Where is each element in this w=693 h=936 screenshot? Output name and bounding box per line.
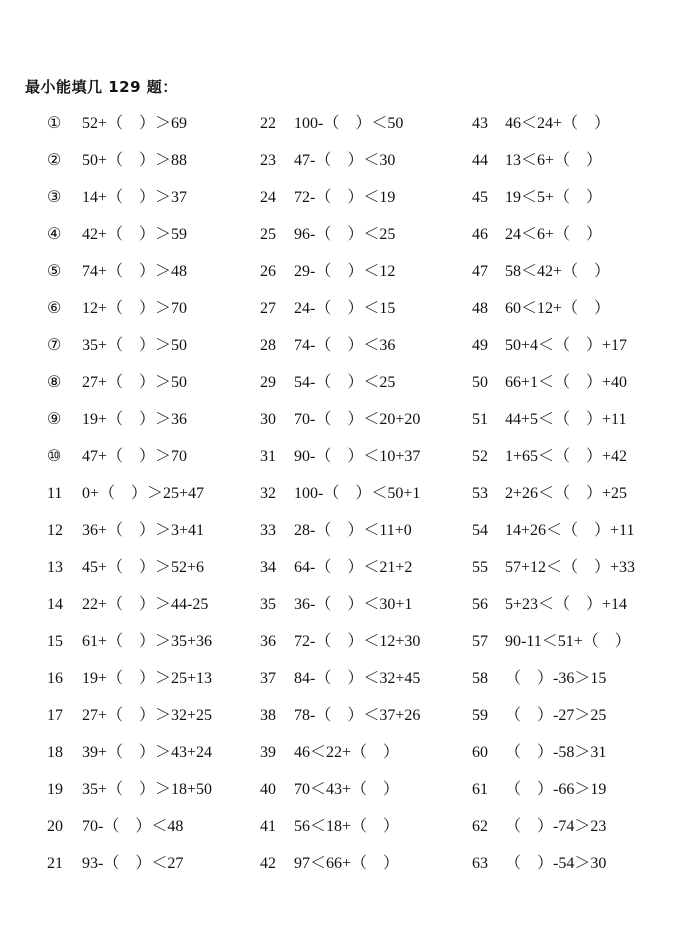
problem-row [472,182,682,219]
problem-row [260,182,470,219]
problem-row [47,145,257,182]
problem-row [472,737,682,774]
problem-number: ⑦ [47,337,62,354]
problem-number: ⑥ [47,300,62,317]
problem-row [47,219,257,256]
problem-number: 42 [260,855,276,872]
problem-number: 13 [47,559,63,576]
problem-expression: 70-（ ）＜48 [82,818,184,835]
problem-expression: 61+（ ）＞35+36 [82,633,213,650]
problem-row [260,589,470,626]
problem-expression: 74-（ ）＜36 [294,337,396,354]
problem-expression: 72-（ ）＜19 [294,189,396,206]
problem-expression: 84-（ ）＜32+45 [294,670,421,687]
problem-row [472,848,682,885]
problem-number: 43 [472,115,488,132]
problem-column-2 [260,108,470,885]
problem-number: 54 [472,522,488,539]
problem-expression: （ ）-74＞23 [505,818,607,835]
problem-expression: 35+（ ）＞18+50 [82,781,213,798]
problem-number: ① [47,115,62,132]
problem-row [47,552,257,589]
problem-expression: 13＜6+（ ） [505,152,603,169]
problem-row [472,478,682,515]
problem-row [47,367,257,404]
problem-row [47,330,257,367]
problem-row [260,626,470,663]
problem-expression: 70＜43+（ ） [294,781,400,798]
problem-number: ⑤ [47,263,62,280]
problem-number: 53 [472,485,488,502]
problem-expression: 35+（ ）＞50 [82,337,188,354]
problem-number: ③ [47,189,62,206]
problem-row [472,552,682,589]
problem-expression: 14+26＜（ ）+11 [505,522,635,539]
problem-expression: 46＜24+（ ） [505,115,611,132]
problem-number: 19 [47,781,63,798]
problem-row [472,811,682,848]
problem-number: ② [47,152,62,169]
problem-row [47,441,257,478]
problem-expression: 19+（ ）＞25+13 [82,670,213,687]
problem-number: 46 [472,226,488,243]
problem-expression: 50+（ ）＞88 [82,152,188,169]
problem-number: 32 [260,485,276,502]
problem-number: 52 [472,448,488,465]
problem-expression: 19＜5+（ ） [505,189,603,206]
problem-expression: 57+12＜（ ）+33 [505,559,636,576]
problem-number: 33 [260,522,276,539]
problem-number: 38 [260,707,276,724]
problem-expression: 72-（ ）＜12+30 [294,633,421,650]
problem-row [472,330,682,367]
problem-expression: （ ）-54＞30 [505,855,607,872]
problem-expression: 97＜66+（ ） [294,855,400,872]
problem-row [472,256,682,293]
problem-row [47,404,257,441]
problem-expression: （ ）-66＞19 [505,781,607,798]
problem-row [260,219,470,256]
problem-number: 56 [472,596,488,613]
problem-expression: 29-（ ）＜12 [294,263,396,280]
problem-number: 50 [472,374,488,391]
problem-expression: 52+（ ）＞69 [82,115,188,132]
problem-expression: 47-（ ）＜30 [294,152,396,169]
problem-expression: 24-（ ）＜15 [294,300,396,317]
problem-row [260,108,470,145]
problem-number: 30 [260,411,276,428]
problem-expression: 1+65＜（ ）+42 [505,448,628,465]
problem-expression: 78-（ ）＜37+26 [294,707,421,724]
problem-number: ⑧ [47,374,62,391]
problem-row [260,774,470,811]
problem-number: 12 [47,522,63,539]
problem-number: 39 [260,744,276,761]
problem-row [472,700,682,737]
problem-number: 16 [47,670,63,687]
problem-row [472,219,682,256]
problem-row [47,774,257,811]
problem-expression: 39+（ ）＞43+24 [82,744,213,761]
problem-expression: 44+5＜（ ）+11 [505,411,627,428]
problem-number: 23 [260,152,276,169]
problem-expression: 50+4＜（ ）+17 [505,337,628,354]
problem-expression: 36+（ ）＞3+41 [82,522,205,539]
problem-row [260,145,470,182]
problem-row [47,293,257,330]
problem-row [472,145,682,182]
problem-expression: 66+1＜（ ）+40 [505,374,628,391]
problem-row [472,774,682,811]
problem-expression: 96-（ ）＜25 [294,226,396,243]
problem-number: 59 [472,707,488,724]
problem-row [472,441,682,478]
problem-number: 44 [472,152,488,169]
problem-row [47,478,257,515]
problem-number: 28 [260,337,276,354]
problem-expression: 27+（ ）＞32+25 [82,707,213,724]
page-title: 最小能填几 129 题： [25,78,178,96]
problem-expression: 100-（ ）＜50+1 [294,485,421,502]
problem-row [260,293,470,330]
problem-expression: 27+（ ）＞50 [82,374,188,391]
problem-row [472,404,682,441]
problem-number: 26 [260,263,276,280]
problem-row [260,367,470,404]
problem-expression: 19+（ ）＞36 [82,411,188,428]
problem-number: ④ [47,226,62,243]
problem-row [47,108,257,145]
problem-number: 60 [472,744,488,761]
problem-number: 55 [472,559,488,576]
problem-row [47,589,257,626]
problem-expression: 60＜12+（ ） [505,300,611,317]
problem-expression: 58＜42+（ ） [505,263,611,280]
problem-number: 35 [260,596,276,613]
problem-expression: 90-11＜51+（ ） [505,633,631,650]
problem-number: 48 [472,300,488,317]
problem-expression: 0+（ ）＞25+47 [82,485,205,502]
problem-number: 27 [260,300,276,317]
problem-row [47,515,257,552]
problem-expression: 22+（ ）＞44-25 [82,596,209,613]
problem-number: 61 [472,781,488,798]
problem-expression: （ ）-36＞15 [505,670,607,687]
problem-expression: （ ）-58＞31 [505,744,607,761]
problem-row [472,108,682,145]
problem-row [472,293,682,330]
problem-number: 45 [472,189,488,206]
problem-row [472,515,682,552]
problem-row [260,848,470,885]
problem-row [472,589,682,626]
problem-number: 21 [47,855,63,872]
problem-row [260,663,470,700]
problem-row [47,737,257,774]
problem-row [47,848,257,885]
problem-row [47,663,257,700]
problem-number: 57 [472,633,488,650]
problem-number: 34 [260,559,276,576]
problem-row [472,626,682,663]
problem-number: ⑩ [47,448,62,465]
problem-row [47,626,257,663]
problem-expression: 74+（ ）＞48 [82,263,188,280]
problem-row [47,700,257,737]
problem-number: 58 [472,670,488,687]
problem-row [472,663,682,700]
problem-row [260,515,470,552]
problem-expression: 28-（ ）＜11+0 [294,522,412,539]
problem-expression: 45+（ ）＞52+6 [82,559,205,576]
problem-expression: 46＜22+（ ） [294,744,400,761]
problem-number: 37 [260,670,276,687]
problem-row [472,367,682,404]
problem-number: 18 [47,744,63,761]
problem-number: 22 [260,115,276,132]
problem-column-3 [472,108,682,885]
problem-number: 25 [260,226,276,243]
problem-number: 29 [260,374,276,391]
problem-expression: 12+（ ）＞70 [82,300,188,317]
problem-number: 62 [472,818,488,835]
problem-expression: 54-（ ）＜25 [294,374,396,391]
problem-row [47,182,257,219]
problem-number: 63 [472,855,488,872]
problem-number: 20 [47,818,63,835]
problem-expression: 42+（ ）＞59 [82,226,188,243]
problem-expression: 90-（ ）＜10+37 [294,448,421,465]
problem-number: 40 [260,781,276,798]
problem-row [260,256,470,293]
problem-row [47,256,257,293]
problem-expression: 36-（ ）＜30+1 [294,596,413,613]
problem-number: 15 [47,633,63,650]
problem-number: 14 [47,596,63,613]
problem-expression: （ ）-27＞25 [505,707,607,724]
problem-column-1 [47,108,257,885]
problem-row [260,478,470,515]
problem-row [260,441,470,478]
problem-expression: 24＜6+（ ） [505,226,603,243]
problem-row [260,552,470,589]
problem-row [47,811,257,848]
problem-expression: 56＜18+（ ） [294,818,400,835]
problem-row [260,404,470,441]
problem-expression: 2+26＜（ ）+25 [505,485,628,502]
problem-number: 11 [47,485,63,502]
problem-number: 51 [472,411,488,428]
problem-expression: 64-（ ）＜21+2 [294,559,413,576]
problem-expression: 47+（ ）＞70 [82,448,188,465]
problem-number: 47 [472,263,488,280]
problem-row [260,330,470,367]
problem-row [260,737,470,774]
problem-expression: 93-（ ）＜27 [82,855,184,872]
problem-number: 24 [260,189,276,206]
problem-number: 41 [260,818,276,835]
problem-number: 49 [472,337,488,354]
problem-number: ⑨ [47,411,62,428]
problem-row [260,811,470,848]
problem-number: 36 [260,633,276,650]
problem-expression: 14+（ ）＞37 [82,189,188,206]
problem-number: 31 [260,448,276,465]
problem-expression: 5+23＜（ ）+14 [505,596,628,613]
problem-expression: 70-（ ）＜20+20 [294,411,421,428]
problem-row [260,700,470,737]
problem-number: 17 [47,707,63,724]
problem-expression: 100-（ ）＜50 [294,115,404,132]
